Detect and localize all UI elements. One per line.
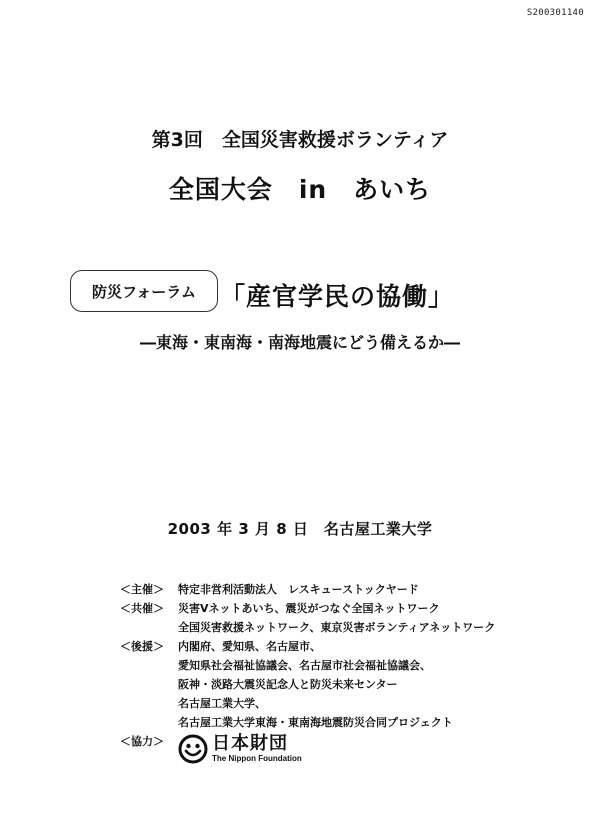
event-title-line2: 全国大会 in あいち: [168, 175, 432, 204]
credit-label-support: ＜後援＞: [120, 640, 164, 653]
forum-title: 「産官学民の協働」: [220, 282, 455, 311]
credit-co-organizer: [120, 599, 560, 637]
co-organizer-line: 全国災害救援ネットワーク、東京災害ボランティアネットワーク: [178, 621, 496, 634]
event-title-line1: 第3回 全国災害救援ボランティア: [151, 129, 449, 151]
nippon-foundation-smiley-logo-icon: [178, 734, 208, 764]
support-line: 阪神・淡路大震災記念人と防災未来センター: [178, 678, 398, 691]
support-line: 名古屋工業大学、: [178, 697, 266, 710]
logo-japanese-name: 日本財団: [212, 733, 288, 754]
credits-section: [120, 580, 560, 764]
support-line: 名古屋工業大学東海・東南海地震防災合同プロジェクト: [178, 716, 453, 729]
forum-label-box: [70, 270, 218, 312]
organizer-line: 特定非営利活動法人 レスキューストックヤード: [178, 583, 419, 596]
forum-subtitle: ―東海・東南海・南海地震にどう備えるか―: [139, 333, 460, 352]
credit-label-co-organizer: ＜共催＞: [120, 602, 164, 615]
co-organizer-line: 災害Vネットあいち、震災がつなぐ全国ネットワーク: [178, 602, 440, 615]
document-id: S200301140: [526, 8, 584, 18]
support-line: 愛知県社会福祉協議会、名古屋市社会福祉協議会、: [178, 659, 431, 672]
credit-cooperation: [120, 732, 560, 764]
nippon-foundation-logo: [178, 734, 560, 764]
credit-support: [120, 637, 560, 732]
forum-label: 防災フォーラム: [91, 282, 197, 301]
credit-label-organizer: ＜主催＞: [120, 583, 164, 596]
logo-english-name: The Nippon Foundation: [212, 754, 302, 763]
date-venue: 2003 年 3 月 8 日 名古屋工業大学: [167, 520, 433, 538]
credit-label-cooperation: ＜協力＞: [120, 735, 164, 748]
credit-organizer: [120, 580, 560, 599]
support-line: 内閣府、愛知県、名古屋市、: [178, 640, 321, 653]
